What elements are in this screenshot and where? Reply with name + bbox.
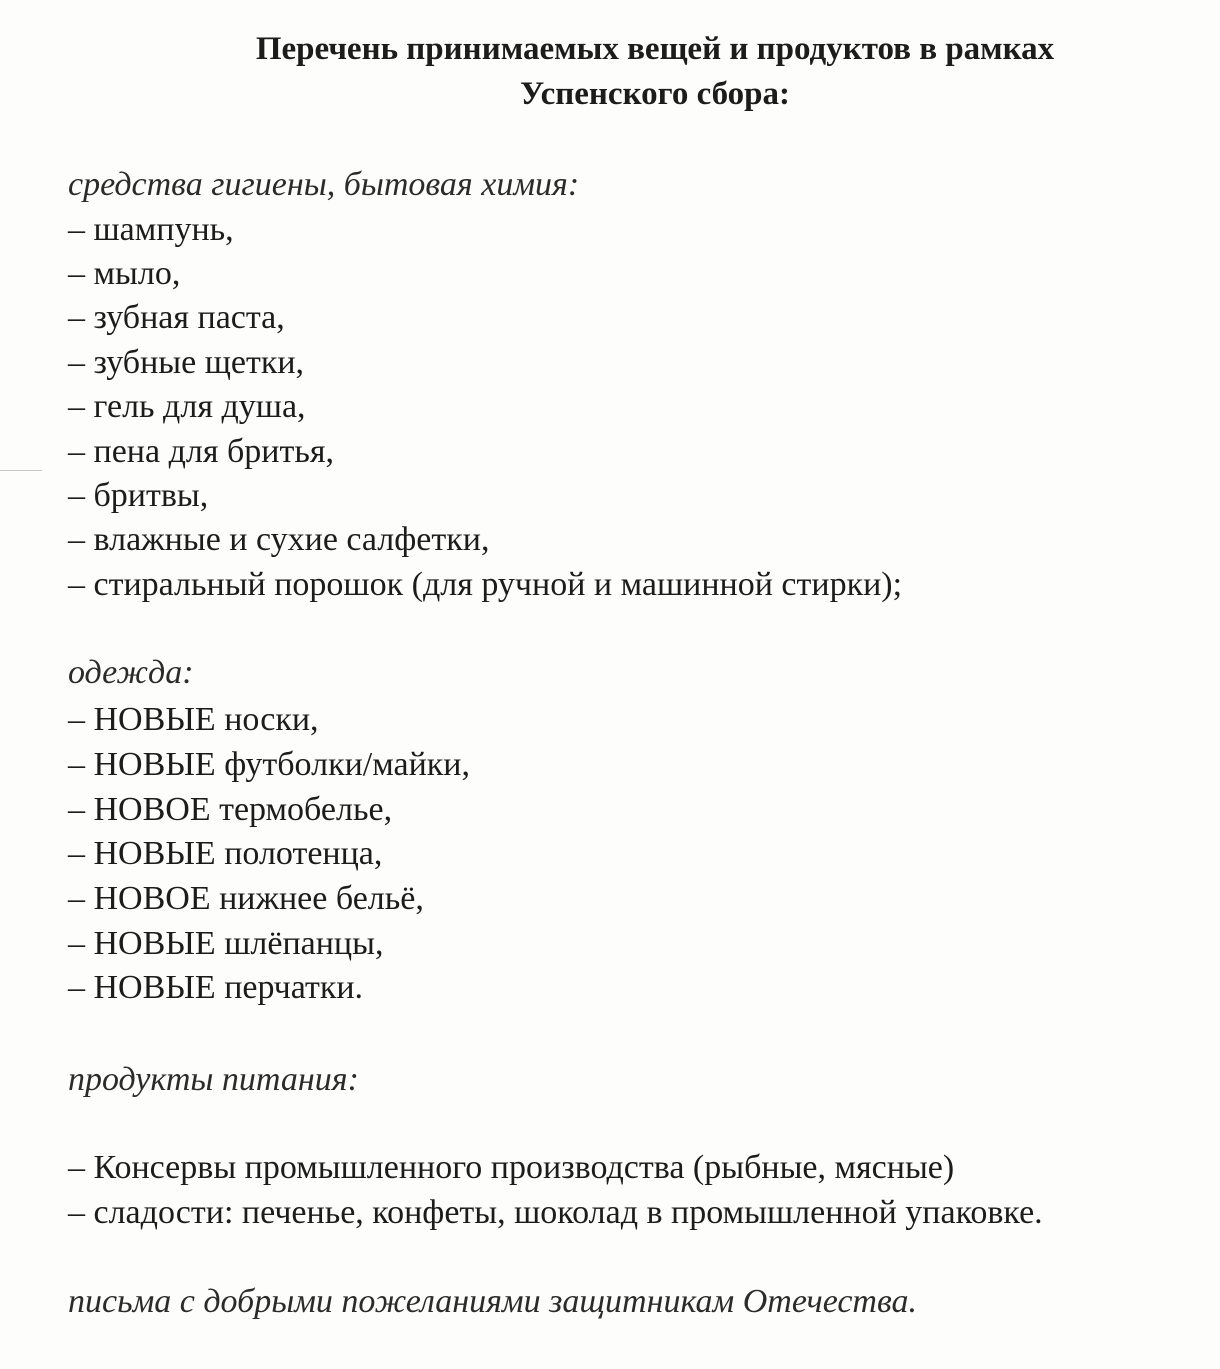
clothing-heading: одежда: xyxy=(68,654,194,691)
food-item: – Консервы промышленного производства (рыбные, мясные) xyxy=(68,1149,955,1186)
clothing-item: – НОВЫЕ полотенца, xyxy=(68,835,383,872)
hygiene-item: – мыло, xyxy=(68,255,181,292)
hygiene-item: – влажные и сухие салфетки, xyxy=(68,521,490,558)
document-title-line-2: Успенского сбора: xyxy=(519,76,791,112)
hygiene-item: – пена для бритья, xyxy=(68,433,334,470)
document-title-line-1: Перечень принимаемых вещей и продуктов в рамках xyxy=(255,31,1055,67)
food-item: – сладости: печенье, конфеты, шоколад в промышленной упаковке. xyxy=(68,1194,1043,1231)
clothing-item: – НОВЫЕ футболки/майки, xyxy=(68,746,471,783)
hygiene-item: – стиральный порошок (для ручной и машинной стирки); xyxy=(68,566,903,603)
clothing-item: – НОВОЕ термобелье, xyxy=(68,791,393,828)
letters-heading: письма с добрыми пожеланиями защитникам Отечества. xyxy=(68,1283,918,1320)
hygiene-item: – зубные щетки, xyxy=(68,344,305,381)
clothing-item: – НОВЫЕ носки, xyxy=(68,701,319,738)
scan-artifact-line xyxy=(0,470,42,471)
clothing-item: – НОВЫЕ перчатки. xyxy=(68,969,364,1006)
hygiene-item: – бритвы, xyxy=(68,477,209,514)
hygiene-item: – зубная паста, xyxy=(68,299,285,336)
food-heading: продукты питания: xyxy=(68,1061,359,1098)
hygiene-item: – гель для душа, xyxy=(68,388,306,425)
hygiene-item: – шампунь, xyxy=(68,211,234,248)
hygiene-heading: средства гигиены, бытовая химия: xyxy=(68,166,580,203)
clothing-item: – НОВОЕ нижнее бельё, xyxy=(68,880,424,917)
clothing-item: – НОВЫЕ шлёпанцы, xyxy=(68,925,384,962)
